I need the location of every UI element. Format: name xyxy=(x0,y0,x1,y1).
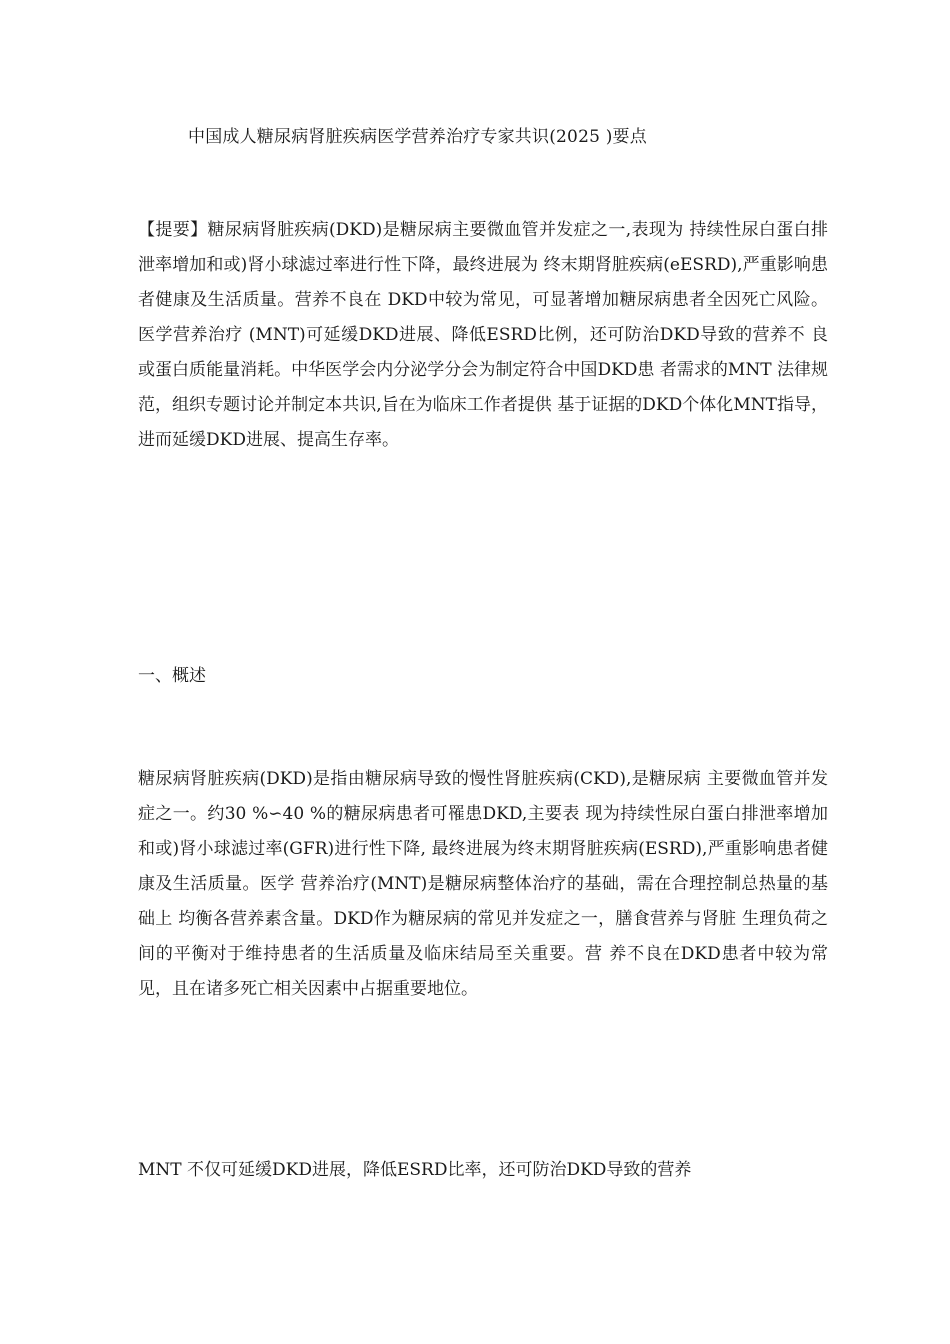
document-title: 中国成人糖尿病肾脏疾病医学营养治疗专家共识(2025 )要点 xyxy=(188,127,647,147)
abstract-paragraph: 【提要】糖尿病肾脏疾病(DKD)是糖尿病主要微血管并发症之一,表现为 持续性尿白蛋白排泄率增加和或)肾小球滤过率进行性下降，最终进展为 终末期肾脏疾病(eESRD),严重影响患者健康及生活质量。营养不良在 DKD中较为常见，可显著增加糖尿病患者全因死亡风险。医学营养治疗 (MNT)可延缓DKD进展、降低ESRD比例，还可防治DKD导致的营养不 良或蛋白质能量消耗。中华医学会内分泌学分会为制定符合中国DKD患 者需求的MNT 法律规范，组织专题讨论并制定本共识,旨在为临床工作者提供 基于证据的DKD个体化MNT指导，进而延缓DKD进展、提高生存率。 xyxy=(138,220,828,450)
overview-continuation-line: MNT 不仅可延缓DKD进展，降低ESRD比率，还可防治DKD导致的营养 xyxy=(138,1160,692,1180)
section-heading-overview: 一、概述 xyxy=(138,666,206,686)
overview-paragraph: 糖尿病肾脏疾病(DKD)是指由糖尿病导致的慢性肾脏疾病(CKD),是糖尿病 主要微血管并发症之一。约30 %∽40 %的糖尿病患者可罹患DKD,主要表 现为持续性尿白蛋白排泄率增加和或)肾小球滤过率(GFR)进行性下降, 最终进展为终末期肾脏疾病(ESRD),严重影响患者健康及生活质量。医学 营养治疗(MNT)是糖尿病整体治疗的基础，需在合理控制总热量的基础上 均衡各营养素含量。DKD作为糖尿病的常见并发症之一，膳食营养与肾脏 生理负荷之间的平衡对于维持患者的生活质量及临床结局至关重要。营 养不良在DKD患者中较为常见，且在诸多死亡相关因素中占据重要地位。 xyxy=(138,769,828,999)
